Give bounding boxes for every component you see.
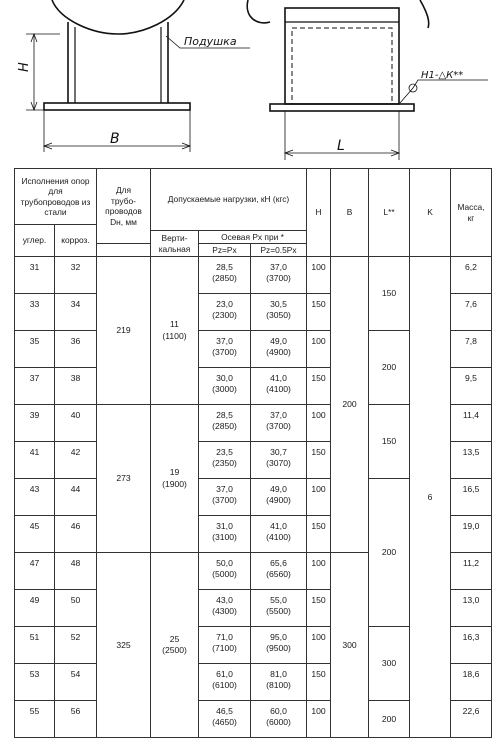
length-l: 200 [369, 331, 410, 405]
axial-pz-px-kn: 28,5 [216, 410, 233, 420]
axial-load-pz-half [251, 479, 307, 516]
variant-carbon: 51 [15, 627, 55, 664]
height-h: 150 [307, 590, 331, 627]
table-header [15, 169, 492, 257]
header-vertical: Верти- кальная [151, 231, 199, 257]
axial-load-pz-half [251, 368, 307, 405]
axial-load-pz-px [199, 257, 251, 294]
pipe-side-outline [247, 0, 429, 28]
table-body [15, 257, 492, 738]
axial-pz-half-kn: 30,7 [270, 447, 287, 457]
axial-pz-px-kgs: (2850) [212, 421, 237, 432]
mass-kg: 13,0 [451, 590, 492, 627]
axial-pz-half-kn: 37,0 [270, 410, 287, 420]
mass-kg: 19,0 [451, 516, 492, 553]
height-h: 100 [307, 627, 331, 664]
header-axial: Осевая Px при * [199, 231, 307, 244]
height-h: 150 [307, 664, 331, 701]
vertical-load-kn: 19 [169, 467, 180, 478]
axial-pz-px-kn: 31,0 [216, 521, 233, 531]
weld-leader [400, 80, 488, 103]
vertical-load [151, 405, 199, 553]
header-h: H [307, 169, 331, 257]
axial-load-pz-half [251, 257, 307, 294]
vertical-load [151, 257, 199, 405]
variant-corrosion: 42 [55, 442, 97, 479]
header-mass: Масса, кг [451, 169, 492, 257]
axial-pz-half-kn: 37,0 [270, 262, 287, 272]
header-carbon: углер. [15, 225, 55, 257]
axial-load-pz-px [199, 664, 251, 701]
length-l: 200 [369, 479, 410, 627]
table-row [15, 257, 492, 294]
variant-corrosion: 46 [55, 516, 97, 553]
axial-pz-half-kn: 49,0 [270, 484, 287, 494]
b-label: B [110, 131, 120, 147]
axial-load-pz-half [251, 294, 307, 331]
variant-carbon: 35 [15, 331, 55, 368]
mass-kg: 7,8 [451, 331, 492, 368]
axial-load-pz-px [199, 479, 251, 516]
length-l: 200 [369, 701, 410, 738]
header-pz-px: Pz=Px [199, 244, 251, 257]
base-plate [44, 103, 190, 110]
variant-carbon: 33 [15, 294, 55, 331]
header-l: L** [369, 169, 410, 257]
width-b: 200 [331, 257, 369, 553]
mass-kg: 13,5 [451, 442, 492, 479]
header-dn-cont [97, 244, 151, 257]
axial-load-pz-px [199, 553, 251, 590]
axial-pz-px-kgs: (3000) [212, 384, 237, 395]
variant-corrosion: 56 [55, 701, 97, 738]
pipe-dn: 325 [97, 553, 151, 738]
mass-kg: 7,6 [451, 294, 492, 331]
axial-pz-px-kn: 37,0 [216, 484, 233, 494]
axial-pz-px-kgs: (5000) [212, 569, 237, 580]
variant-carbon: 31 [15, 257, 55, 294]
axial-load-pz-px [199, 442, 251, 479]
variant-carbon: 43 [15, 479, 55, 516]
axial-pz-half-kgs: (4900) [266, 347, 291, 358]
axial-load-pz-half [251, 664, 307, 701]
height-h: 150 [307, 516, 331, 553]
axial-pz-px-kgs: (4300) [212, 606, 237, 617]
mass-kg: 16,3 [451, 627, 492, 664]
variant-carbon: 37 [15, 368, 55, 405]
axial-load-pz-half [251, 331, 307, 368]
axial-pz-px-kn: 37,0 [216, 336, 233, 346]
variant-carbon: 39 [15, 405, 55, 442]
header-corrosion: корроз. [55, 225, 97, 257]
variant-corrosion: 50 [55, 590, 97, 627]
axial-pz-px-kgs: (2850) [212, 273, 237, 284]
length-l: 300 [369, 627, 410, 701]
side-base-plate [270, 104, 414, 111]
spec-table [14, 168, 492, 738]
axial-pz-half-kn: 55,0 [270, 595, 287, 605]
width-b: 300 [331, 553, 369, 738]
variant-corrosion: 54 [55, 664, 97, 701]
length-l: 150 [369, 257, 410, 331]
header-pz-half: Pz=0.5Px [251, 244, 307, 257]
header-b: B [331, 169, 369, 257]
pad-callout-label: Подушка [184, 35, 237, 48]
axial-pz-half-kgs: (5500) [266, 606, 291, 617]
height-h: 150 [307, 442, 331, 479]
axial-load-pz-px [199, 516, 251, 553]
axial-pz-half-kgs: (4100) [266, 532, 291, 543]
axial-pz-px-kn: 30,0 [216, 373, 233, 383]
pipe-dn: 219 [97, 257, 151, 405]
variant-carbon: 47 [15, 553, 55, 590]
variant-corrosion: 40 [55, 405, 97, 442]
axial-load-pz-half [251, 590, 307, 627]
axial-pz-px-kgs: (2350) [212, 458, 237, 469]
axial-pz-half-kn: 65,6 [270, 558, 287, 568]
axial-load-pz-px [199, 590, 251, 627]
axial-pz-half-kgs: (3700) [266, 273, 291, 284]
axial-load-pz-px [199, 701, 251, 738]
axial-pz-half-kn: 30,5 [270, 299, 287, 309]
axial-pz-px-kn: 43,0 [216, 595, 233, 605]
variant-corrosion: 48 [55, 553, 97, 590]
axial-pz-px-kgs: (6100) [212, 680, 237, 691]
axial-load-pz-half [251, 701, 307, 738]
frame-hidden-lines [292, 28, 392, 104]
variant-carbon: 41 [15, 442, 55, 479]
axial-pz-px-kn: 71,0 [216, 632, 233, 642]
variant-carbon: 49 [15, 590, 55, 627]
height-h: 100 [307, 701, 331, 738]
axial-pz-half-kgs: (4900) [266, 495, 291, 506]
header-pipe-dn: Для трубо- проводов Dн, мм [97, 169, 151, 244]
height-h: 100 [307, 405, 331, 442]
axial-load-pz-half [251, 553, 307, 590]
axial-pz-px-kn: 23,0 [216, 299, 233, 309]
weld-k: 6 [410, 257, 451, 738]
axial-pz-half-kn: 95,0 [270, 632, 287, 642]
axial-pz-half-kgs: (3700) [266, 421, 291, 432]
axial-pz-px-kn: 23,5 [216, 447, 233, 457]
variant-corrosion: 44 [55, 479, 97, 516]
height-h: 100 [307, 331, 331, 368]
axial-load-pz-half [251, 405, 307, 442]
height-h: 100 [307, 257, 331, 294]
axial-pz-px-kn: 61,0 [216, 669, 233, 679]
mass-kg: 6,2 [451, 257, 492, 294]
height-h: 150 [307, 294, 331, 331]
axial-pz-px-kgs: (7100) [212, 643, 237, 654]
axial-pz-half-kn: 81,0 [270, 669, 287, 679]
axial-load-pz-half [251, 627, 307, 664]
axial-load-pz-px [199, 368, 251, 405]
axial-pz-half-kgs: (4100) [266, 384, 291, 395]
axial-load-pz-px [199, 294, 251, 331]
variant-corrosion: 32 [55, 257, 97, 294]
mass-kg: 11,2 [451, 553, 492, 590]
axial-pz-half-kgs: (6560) [266, 569, 291, 580]
pipe-outline [52, 0, 184, 34]
technical-drawing [0, 0, 499, 165]
variant-corrosion: 34 [55, 294, 97, 331]
axial-pz-half-kn: 41,0 [270, 521, 287, 531]
vertical-load-kn: 11 [170, 319, 179, 330]
variant-carbon: 55 [15, 701, 55, 738]
axial-pz-px-kn: 46,5 [216, 706, 233, 716]
vertical-load-kgs: (1900) [162, 478, 187, 489]
height-h: 150 [307, 368, 331, 405]
axial-pz-px-kgs: (4650) [212, 717, 237, 728]
height-h: 100 [307, 553, 331, 590]
mass-kg: 11,4 [451, 405, 492, 442]
vertical-load [151, 553, 199, 738]
height-h: 100 [307, 479, 331, 516]
header-variants: Исполнения опор для трубопроводов из стали [15, 169, 97, 225]
axial-pz-half-kn: 60,0 [270, 706, 287, 716]
axial-pz-px-kgs: (2300) [212, 310, 237, 321]
axial-pz-half-kgs: (3050) [266, 310, 291, 321]
axial-pz-half-kgs: (9500) [266, 643, 291, 654]
axial-pz-half-kgs: (3070) [266, 458, 291, 469]
length-l: 150 [369, 405, 410, 479]
axial-pz-px-kn: 28,5 [216, 262, 233, 272]
mass-kg: 16,5 [451, 479, 492, 516]
vertical-load-kn: 25 [169, 633, 180, 644]
mass-kg: 9,5 [451, 368, 492, 405]
vertical-load-kgs: (2500) [162, 645, 187, 655]
vertical-load-kgs: (1100) [162, 330, 187, 341]
axial-pz-px-kgs: (3100) [212, 532, 237, 543]
variant-carbon: 53 [15, 664, 55, 701]
axial-load-pz-px [199, 331, 251, 368]
l-label: L [337, 138, 345, 154]
axial-load-pz-px [199, 627, 251, 664]
weld-callout-label: Н1-△К** [421, 70, 464, 81]
axial-pz-px-kgs: (3700) [212, 347, 237, 358]
header-loads: Допускаемые нагрузки, кН (кгс) [151, 169, 307, 231]
left-view [26, 0, 250, 152]
h-label: H [17, 62, 32, 72]
axial-pz-half-kn: 49,0 [270, 336, 287, 346]
axial-pz-half-kgs: (8100) [266, 680, 291, 691]
axial-pz-half-kgs: (6000) [266, 717, 291, 728]
variant-corrosion: 36 [55, 331, 97, 368]
mass-kg: 18,6 [451, 664, 492, 701]
axial-load-pz-half [251, 516, 307, 553]
variant-corrosion: 52 [55, 627, 97, 664]
pipe-dn: 273 [97, 405, 151, 553]
variant-carbon: 45 [15, 516, 55, 553]
variant-corrosion: 38 [55, 368, 97, 405]
axial-pz-px-kn: 50,0 [216, 558, 233, 568]
axial-load-pz-px [199, 405, 251, 442]
header-k: K [410, 169, 451, 257]
axial-load-pz-half [251, 442, 307, 479]
axial-pz-px-kgs: (3700) [212, 495, 237, 506]
axial-pz-half-kn: 41,0 [270, 373, 287, 383]
mass-kg: 22,6 [451, 701, 492, 738]
